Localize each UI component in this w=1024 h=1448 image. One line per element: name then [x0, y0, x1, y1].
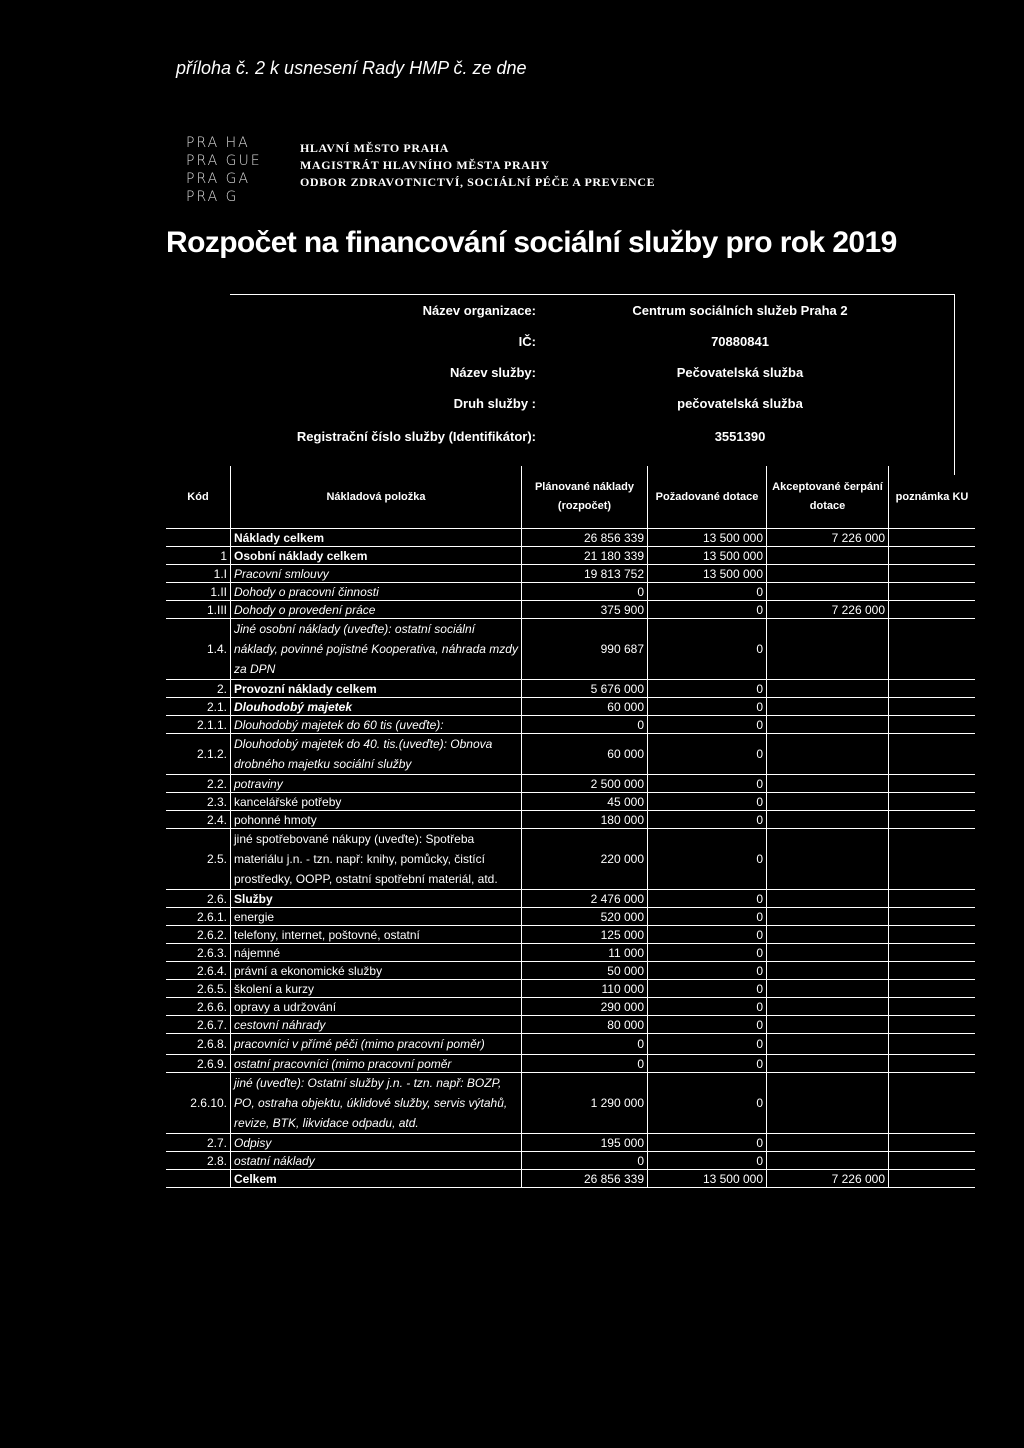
row-requested-subsidy: 0 — [648, 829, 767, 890]
row-note — [889, 698, 976, 716]
row-item-name: telefony, internet, poštovné, ostatní — [231, 926, 522, 944]
row-requested-subsidy: 0 — [648, 980, 767, 998]
service-label: Název služby: — [450, 365, 536, 380]
table-header-row — [166, 466, 975, 529]
row-accepted-subsidy — [767, 926, 889, 944]
header-note: poznámka KU — [889, 466, 976, 529]
row-requested-subsidy: 13 500 000 — [648, 547, 767, 565]
row-note — [889, 890, 976, 908]
row-requested-subsidy: 0 — [648, 793, 767, 811]
row-item-name: jiné spotřebované nákupy (uveďte): Spotřeba materiálu j.n. - tzn. např: knihy, pomůcky, čistící prostředky, OOPP, ostatní spotřební materiál, atd. — [231, 829, 522, 890]
row-note — [889, 944, 976, 962]
row-accepted-subsidy — [767, 716, 889, 734]
row-accepted-subsidy — [767, 1034, 889, 1055]
row-code: 2.5. — [166, 829, 231, 890]
row-code: 1 — [166, 547, 231, 565]
row-note — [889, 1034, 976, 1055]
row-accepted-subsidy — [767, 908, 889, 926]
row-requested-subsidy: 0 — [648, 775, 767, 793]
row-note — [889, 1134, 976, 1152]
table-row — [166, 529, 975, 547]
row-planned-cost: 180 000 — [522, 811, 648, 829]
row-item-name: Dlouhodobý majetek do 40. tis.(uveďte): Obnova drobného majetku sociální služby — [231, 734, 522, 775]
row-planned-cost: 26 856 339 — [522, 1170, 648, 1188]
row-accepted-subsidy — [767, 890, 889, 908]
table-row — [166, 890, 975, 908]
row-item-name: Dohody o provedení práce — [231, 601, 522, 619]
row-planned-cost: 5 676 000 — [522, 680, 648, 698]
row-item-name: školení a kurzy — [231, 980, 522, 998]
row-requested-subsidy: 0 — [648, 619, 767, 680]
row-requested-subsidy: 0 — [648, 811, 767, 829]
row-planned-cost: 11 000 — [522, 944, 648, 962]
row-planned-cost: 45 000 — [522, 793, 648, 811]
row-item-name: pracovníci v přímé péči (mimo pracovní poměr) — [231, 1034, 522, 1055]
header-code: Kód — [166, 466, 231, 529]
table-row — [166, 1016, 975, 1034]
row-note — [889, 1170, 976, 1188]
org-line: HLAVNÍ MĚSTO PRAHA — [300, 141, 450, 155]
row-planned-cost: 290 000 — [522, 998, 648, 1016]
row-accepted-subsidy — [767, 775, 889, 793]
row-note — [889, 793, 976, 811]
row-code: 1.I — [166, 565, 231, 583]
row-note — [889, 998, 976, 1016]
row-accepted-subsidy — [767, 793, 889, 811]
row-accepted-subsidy — [767, 565, 889, 583]
row-item-name: Náklady celkem — [231, 529, 522, 547]
row-note — [889, 680, 976, 698]
row-item-name: Dlouhodobý majetek — [231, 698, 522, 716]
table-row — [166, 1055, 975, 1073]
table-row — [166, 811, 975, 829]
row-requested-subsidy: 0 — [648, 716, 767, 734]
row-requested-subsidy: 0 — [648, 734, 767, 775]
row-accepted-subsidy — [767, 734, 889, 775]
row-code: 2.2. — [166, 775, 231, 793]
row-accepted-subsidy — [767, 1134, 889, 1152]
table-row — [166, 601, 975, 619]
table-row — [166, 680, 975, 698]
row-note — [889, 601, 976, 619]
header-accepted: Akceptované čerpání dotace — [767, 466, 889, 529]
row-requested-subsidy: 0 — [648, 698, 767, 716]
row-code: 2.6.4. — [166, 962, 231, 980]
row-requested-subsidy: 0 — [648, 962, 767, 980]
row-item-name: jiné (uveďte): Ostatní služby j.n. - tzn. např: BOZP, PO, ostraha objektu, úklidové služby, servis výtahů, revize, BTK, likvidace odpadu, atd. — [231, 1073, 522, 1134]
row-accepted-subsidy — [767, 680, 889, 698]
row-requested-subsidy: 0 — [648, 1034, 767, 1055]
logo-line: PRA G — [186, 189, 239, 205]
budget-table — [166, 466, 975, 1188]
row-code: 2.1.2. — [166, 734, 231, 775]
row-accepted-subsidy — [767, 1055, 889, 1073]
service-info-box — [230, 294, 955, 475]
row-requested-subsidy: 13 500 000 — [648, 529, 767, 547]
row-note — [889, 1055, 976, 1073]
row-planned-cost: 375 900 — [522, 601, 648, 619]
row-note — [889, 775, 976, 793]
row-note — [889, 908, 976, 926]
table-row — [166, 829, 975, 890]
table-row — [166, 1134, 975, 1152]
ic-value: 70880841 — [711, 334, 769, 349]
row-note — [889, 980, 976, 998]
row-code — [166, 529, 231, 547]
row-item-name: Pracovní smlouvy — [231, 565, 522, 583]
row-planned-cost: 125 000 — [522, 926, 648, 944]
row-code: 2.6. — [166, 890, 231, 908]
row-planned-cost: 26 856 339 — [522, 529, 648, 547]
row-item-name: pohonné hmoty — [231, 811, 522, 829]
table-row — [166, 1170, 975, 1188]
row-item-name: kancelářské potřeby — [231, 793, 522, 811]
row-planned-cost: 2 476 000 — [522, 890, 648, 908]
row-planned-cost: 990 687 — [522, 619, 648, 680]
row-code: 2.6.1. — [166, 908, 231, 926]
row-requested-subsidy: 0 — [648, 998, 767, 1016]
row-planned-cost: 1 290 000 — [522, 1073, 648, 1134]
table-row — [166, 1034, 975, 1055]
row-item-name: ostatní pracovníci (mimo pracovní poměr — [231, 1055, 522, 1073]
logo-line: PRA GUE — [186, 153, 262, 169]
table-row — [166, 698, 975, 716]
row-requested-subsidy: 0 — [648, 583, 767, 601]
row-planned-cost: 220 000 — [522, 829, 648, 890]
type-value: pečovatelská služba — [677, 396, 803, 411]
row-accepted-subsidy — [767, 980, 889, 998]
row-code: 1.III — [166, 601, 231, 619]
row-planned-cost: 19 813 752 — [522, 565, 648, 583]
row-planned-cost: 195 000 — [522, 1134, 648, 1152]
row-note — [889, 565, 976, 583]
row-accepted-subsidy — [767, 1152, 889, 1170]
row-code: 2.6.9. — [166, 1055, 231, 1073]
row-note — [889, 829, 976, 890]
row-planned-cost: 0 — [522, 1034, 648, 1055]
table-row — [166, 1073, 975, 1134]
row-planned-cost: 0 — [522, 716, 648, 734]
row-code — [166, 1170, 231, 1188]
service-value: Pečovatelská služba — [676, 365, 804, 380]
row-code: 1.4. — [166, 619, 231, 680]
row-planned-cost: 520 000 — [522, 908, 648, 926]
header-requested: Požadované dotace — [648, 466, 767, 529]
table-row — [166, 775, 975, 793]
table-row — [166, 716, 975, 734]
row-code: 2.6.10. — [166, 1073, 231, 1134]
row-planned-cost: 110 000 — [522, 980, 648, 998]
row-code: 2.8. — [166, 1152, 231, 1170]
table-row — [166, 1152, 975, 1170]
row-note — [889, 529, 976, 547]
row-requested-subsidy: 0 — [648, 1016, 767, 1034]
table-row — [166, 962, 975, 980]
row-requested-subsidy: 13 500 000 — [648, 565, 767, 583]
row-item-name: Odpisy — [231, 1134, 522, 1152]
row-item-name: Provozní náklady celkem — [231, 680, 522, 698]
row-accepted-subsidy — [767, 998, 889, 1016]
org-value: Centrum sociálních služeb Praha 2 — [632, 303, 848, 318]
row-item-name: Dlouhodobý majetek do 60 tis (uveďte): — [231, 716, 522, 734]
table-row — [166, 583, 975, 601]
row-item-name: právní a ekonomické služby — [231, 962, 522, 980]
table-row — [166, 565, 975, 583]
row-item-name: Jiné osobní náklady (uveďte): ostatní sociální náklady, povinné pojistné Kooperativa, náhrada mzdy za DPN — [231, 619, 522, 680]
row-code: 2.6.8. — [166, 1034, 231, 1055]
row-note — [889, 1073, 976, 1134]
row-accepted-subsidy — [767, 962, 889, 980]
row-code: 2.1. — [166, 698, 231, 716]
row-note — [889, 734, 976, 775]
row-code: 1.II — [166, 583, 231, 601]
row-planned-cost: 50 000 — [522, 962, 648, 980]
row-requested-subsidy: 0 — [648, 601, 767, 619]
row-planned-cost: 60 000 — [522, 734, 648, 775]
row-accepted-subsidy — [767, 811, 889, 829]
row-requested-subsidy: 0 — [648, 926, 767, 944]
row-requested-subsidy: 0 — [648, 1055, 767, 1073]
reg-value: 3551390 — [714, 429, 766, 444]
page-title: Rozpočet na financování sociální služby pro rok 2019 — [166, 226, 897, 259]
row-code: 2.3. — [166, 793, 231, 811]
praha-logo — [186, 134, 262, 206]
row-planned-cost: 0 — [522, 583, 648, 601]
row-planned-cost: 2 500 000 — [522, 775, 648, 793]
row-code: 2.1.1. — [166, 716, 231, 734]
org-line: MAGISTRÁT HLAVNÍHO MĚSTA PRAHY — [300, 158, 550, 172]
row-planned-cost: 21 180 339 — [522, 547, 648, 565]
row-note — [889, 962, 976, 980]
row-note — [889, 926, 976, 944]
row-item-name: Služby — [231, 890, 522, 908]
ic-label: IČ: — [518, 334, 536, 349]
row-requested-subsidy: 13 500 000 — [648, 1170, 767, 1188]
row-code: 2. — [166, 680, 231, 698]
row-note — [889, 811, 976, 829]
table-row — [166, 944, 975, 962]
row-item-name: ostatní náklady — [231, 1152, 522, 1170]
row-planned-cost: 0 — [522, 1055, 648, 1073]
row-requested-subsidy: 0 — [648, 680, 767, 698]
row-accepted-subsidy — [767, 698, 889, 716]
row-item-name: cestovní náhrady — [231, 1016, 522, 1034]
row-item-name: opravy a udržování — [231, 998, 522, 1016]
row-accepted-subsidy: 7 226 000 — [767, 1170, 889, 1188]
org-line: ODBOR ZDRAVOTNICTVÍ, SOCIÁLNÍ PÉČE A PREVENCE — [300, 175, 656, 189]
row-item-name: potraviny — [231, 775, 522, 793]
row-note — [889, 619, 976, 680]
reg-label: Registrační číslo služby (Identifikátor): — [296, 429, 536, 444]
attachment-note: příloha č. 2 k usnesení Rady HMP č. ze dne — [176, 58, 527, 78]
row-item-name: nájemné — [231, 944, 522, 962]
row-requested-subsidy: 0 — [648, 908, 767, 926]
row-code: 2.6.2. — [166, 926, 231, 944]
table-row — [166, 998, 975, 1016]
row-note — [889, 1016, 976, 1034]
row-note — [889, 1152, 976, 1170]
logo-line: PRA GA — [186, 171, 251, 187]
row-accepted-subsidy: 7 226 000 — [767, 529, 889, 547]
row-accepted-subsidy — [767, 944, 889, 962]
row-code: 2.6.5. — [166, 980, 231, 998]
row-accepted-subsidy — [767, 829, 889, 890]
row-code: 2.6.7. — [166, 1016, 231, 1034]
row-accepted-subsidy — [767, 1016, 889, 1034]
row-note — [889, 716, 976, 734]
table-row — [166, 793, 975, 811]
row-accepted-subsidy — [767, 583, 889, 601]
table-row — [166, 980, 975, 998]
row-requested-subsidy: 0 — [648, 1134, 767, 1152]
row-code: 2.4. — [166, 811, 231, 829]
row-planned-cost: 0 — [522, 1152, 648, 1170]
row-requested-subsidy: 0 — [648, 1152, 767, 1170]
row-code: 2.6.3. — [166, 944, 231, 962]
row-requested-subsidy: 0 — [648, 1073, 767, 1134]
row-note — [889, 547, 976, 565]
row-item-name: energie — [231, 908, 522, 926]
table-row — [166, 926, 975, 944]
logo-line: PRA HA — [186, 135, 250, 151]
row-item-name: Dohody o pracovní činnosti — [231, 583, 522, 601]
type-label: Druh služby : — [453, 396, 536, 411]
org-label: Název organizace: — [422, 303, 536, 318]
table-row — [166, 734, 975, 775]
row-planned-cost: 80 000 — [522, 1016, 648, 1034]
organization-header — [300, 140, 655, 191]
row-accepted-subsidy — [767, 1073, 889, 1134]
header-item: Nákladová položka — [231, 466, 522, 529]
row-requested-subsidy: 0 — [648, 944, 767, 962]
row-code: 2.7. — [166, 1134, 231, 1152]
row-accepted-subsidy — [767, 547, 889, 565]
table-row — [166, 619, 975, 680]
row-accepted-subsidy: 7 226 000 — [767, 601, 889, 619]
row-item-name: Celkem — [231, 1170, 522, 1188]
row-note — [889, 583, 976, 601]
table-row — [166, 547, 975, 565]
table-row — [166, 908, 975, 926]
row-requested-subsidy: 0 — [648, 890, 767, 908]
row-accepted-subsidy — [767, 619, 889, 680]
row-planned-cost: 60 000 — [522, 698, 648, 716]
header-planned: Plánované náklady (rozpočet) — [522, 466, 648, 529]
row-item-name: Osobní náklady celkem — [231, 547, 522, 565]
row-code: 2.6.6. — [166, 998, 231, 1016]
